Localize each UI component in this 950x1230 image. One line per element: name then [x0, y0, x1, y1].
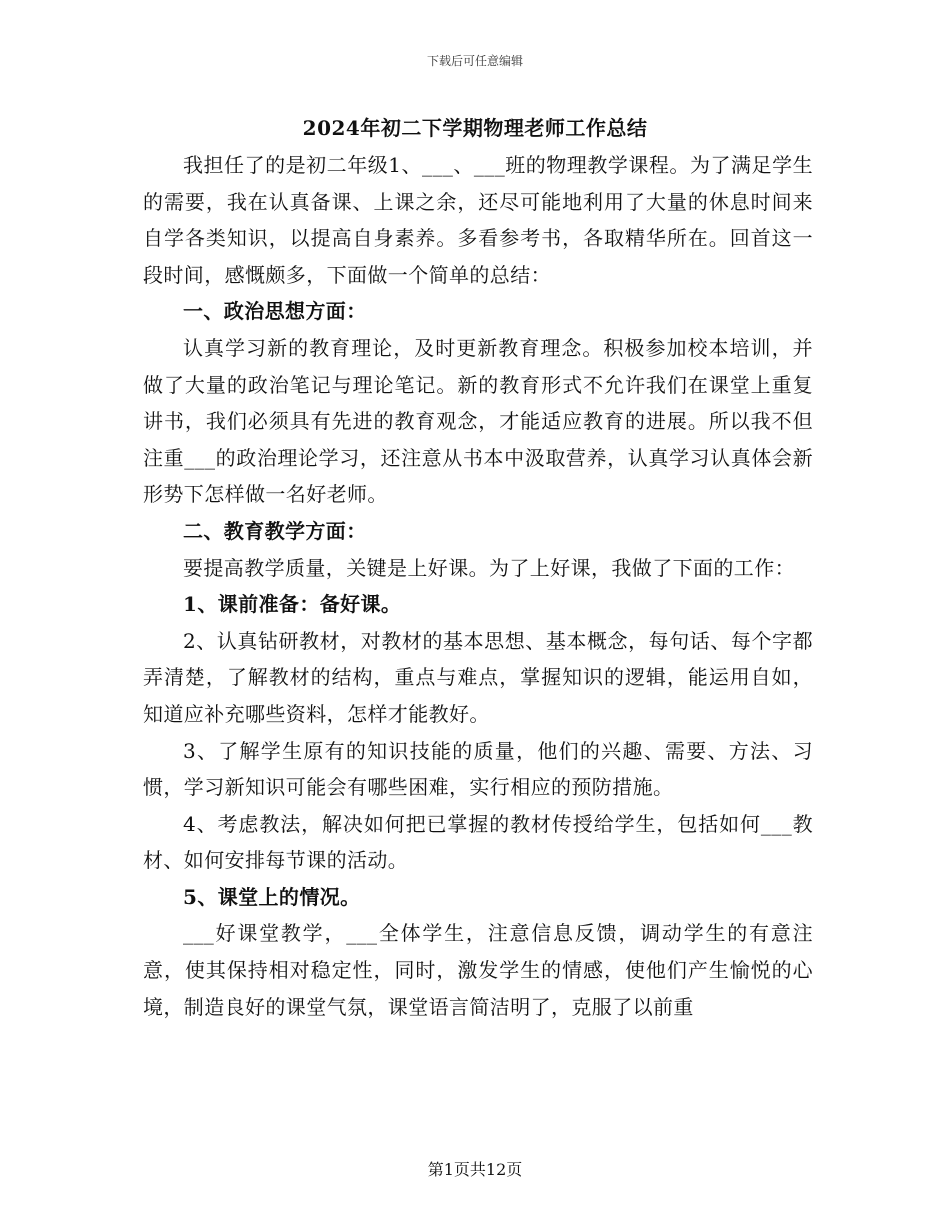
teaching-intro-paragraph: 要提高教学质量，关键是上好课。为了上好课，我做了下面的工作： [183, 555, 795, 580]
political-paragraph: 认真学习新的教育理论，及时更新教育理念。积极参加校本培训，并做了大量的政治笔记与理论笔记。新的教育形式不允许我们在课堂上重复讲书，我们必须具有先进的教育观念，才能适应教育的进展。所以我不但注重___的政治理论学习，还注意从书本中汲取营养，认真学习认真体会新形势下怎样做一名好老师。 [143, 335, 813, 507]
item-heading-preparation: 1、课前准备：备好课。 [183, 592, 402, 617]
item-paragraph-4: 4、考虑教法，解决如何把已掌握的教材传授给学生，包括如何___教材、如何安排每节课的活动。 [143, 811, 813, 873]
classroom-paragraph: ___好课堂教学，___全体学生，注意信息反馈，调动学生的有意注意，使其保持相对稳定性，同时，激发学生的情感，使他们产生愉悦的心境，制造良好的课堂气氛，课堂语言简洁明了，克服了以前重 [143, 921, 813, 1019]
item-heading-classroom: 5、课堂上的情况。 [183, 884, 361, 909]
item-paragraph-3: 3、了解学生原有的知识技能的质量，他们的兴趣、需要、方法、习惯，学习新知识可能会有哪些困难，实行相应的预防措施。 [143, 738, 813, 800]
page-footer-number: 第1页共12页 [427, 1160, 523, 1179]
section-heading-political: 一、政治思想方面： [183, 299, 367, 324]
document-body [143, 147, 813, 1025]
page-header-note: 下载后可任意编辑 [426, 54, 523, 68]
item-paragraph-2: 2、认真钻研教材，对教材的基本思想、基本概念，每句话、每个字都弄清楚，了解教材的结构，重点与难点，掌握知识的逻辑，能运用自如，知道应补充哪些资料，怎样才能教好。 [143, 628, 813, 726]
section-heading-teaching: 二、教育教学方面： [183, 518, 367, 543]
document-title: 2024年初二下学期物理老师工作总结 [302, 116, 648, 140]
intro-paragraph: 我担任了的是初二年级1、___、___班的物理教学课程。为了满足学生的需要，我在认真备课、上课之余，还尽可能地利用了大量的休息时间来自学各类知识，以提高自身素养。多看参考书，各取精华所在。回首这一段时间，感慨颇多，下面做一个简单的总结： [143, 153, 813, 287]
